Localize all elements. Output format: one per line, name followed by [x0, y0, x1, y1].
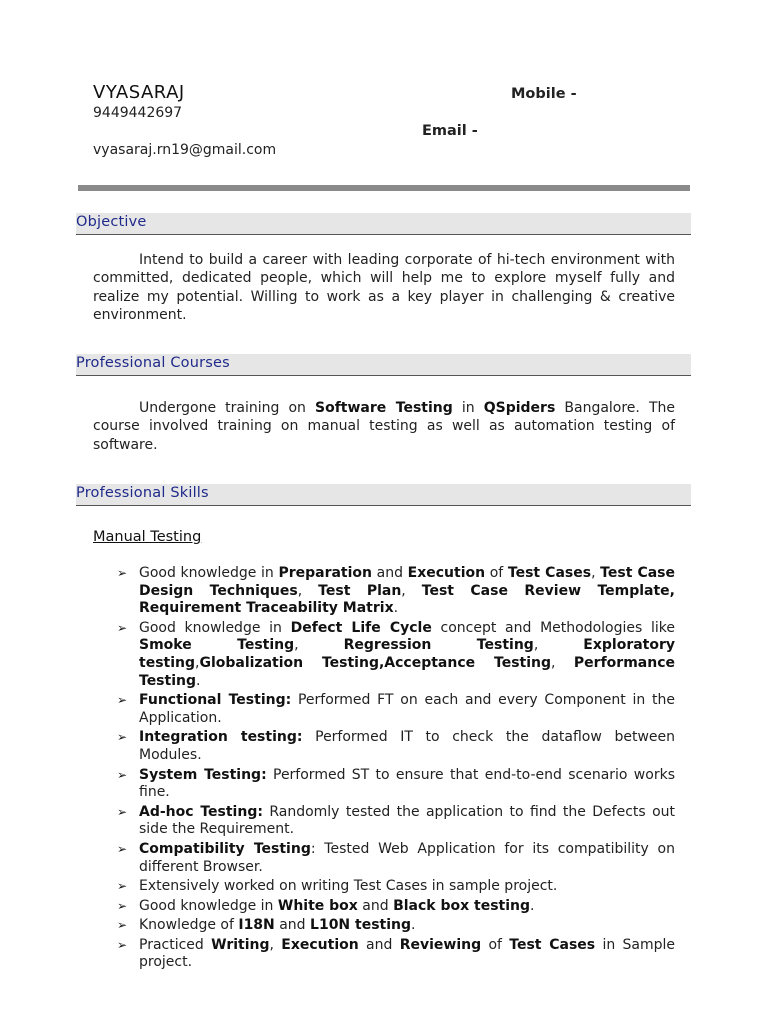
item-text: Knowledge of	[139, 917, 239, 934]
manual-testing-subheading: Manual Testing	[93, 529, 202, 545]
objective-heading	[76, 213, 691, 235]
list-item	[117, 937, 675, 972]
arrow-bullet-icon: ➢	[117, 841, 128, 856]
item-text: .	[196, 672, 201, 689]
item-text: ,	[401, 582, 422, 599]
courses-text	[93, 399, 675, 454]
list-item	[117, 878, 675, 896]
courses-text-1: Undergone training on	[139, 400, 316, 416]
item-bold: L10N testing	[310, 917, 412, 934]
courses-text-3: Bangalore. The course involved training on manual testing as well as automation testing of software.	[93, 400, 675, 453]
item-bold: Test Cases	[509, 936, 596, 953]
item-text: ,	[533, 637, 584, 654]
item-text: of	[485, 565, 508, 581]
item-bold: Test Case Review Template, Requirement Traceability Matrix	[139, 582, 675, 617]
item-text: in Sample project.	[139, 936, 676, 971]
item-bold: Globalization Testing,Acceptance Testing	[199, 654, 552, 671]
item-text: ,	[591, 565, 601, 581]
objective-title: Objective	[76, 214, 147, 230]
list-item	[117, 767, 675, 802]
item-text: and	[274, 917, 311, 934]
candidate-name: VYASARAJ	[93, 82, 185, 103]
item-bold: Preparation	[278, 565, 373, 581]
arrow-bullet-icon: ➢	[117, 620, 128, 635]
item-bold: Smoke Testing	[139, 637, 295, 654]
item-text: Practiced	[139, 936, 212, 953]
list-item	[117, 620, 675, 690]
item-text: ,	[551, 654, 574, 671]
arrow-bullet-icon: ➢	[117, 804, 128, 819]
item-text: Performed ST to ensure that end-to-end scenario works fine.	[139, 766, 675, 801]
item-text: Good knowledge in	[139, 565, 279, 581]
arrow-bullet-icon: ➢	[117, 937, 128, 952]
item-bold: Performance Testing	[139, 654, 675, 689]
item-bold: Compatibility Testing	[139, 840, 311, 857]
list-item	[117, 804, 675, 839]
item-bold: Test Cases	[507, 565, 592, 581]
item-text: Good knowledge in	[139, 619, 291, 636]
email-label: Email -	[422, 123, 478, 139]
item-text: ,	[297, 582, 319, 599]
item-text: .	[411, 917, 416, 934]
objective-body: Intend to build a career with leading corporate of hi-tech environment with committed, dedicated people, which will help me to explore myself fully and realize my potential. Willing to work as a key player in challenging & creative environment.	[93, 252, 675, 323]
item-bold: Functional Testing:	[139, 692, 292, 709]
item-bold: White box	[277, 897, 358, 914]
list-item	[117, 729, 675, 764]
item-bold: Regression Testing	[343, 637, 534, 654]
phone-number: 9449442697	[93, 105, 183, 121]
courses-bold-qspiders: QSpiders	[483, 400, 556, 416]
courses-heading	[76, 354, 691, 376]
item-bold: Black box testing	[393, 897, 531, 914]
arrow-bullet-icon: ➢	[117, 693, 128, 708]
item-bold: Writing	[211, 936, 270, 953]
mobile-label: Mobile -	[511, 86, 577, 102]
skills-title: Professional Skills	[76, 485, 209, 501]
item-bold: System Testing:	[139, 766, 267, 783]
item-bold: Exploratory testing	[139, 637, 676, 671]
item-bold: Integration testing:	[139, 729, 303, 746]
item-text: : Tested Web Application for its compatibility on different Browser.	[139, 840, 675, 875]
item-text: ,	[269, 936, 282, 953]
list-item	[117, 917, 675, 935]
item-text: and	[372, 565, 408, 581]
item-text: ,	[294, 637, 344, 654]
arrow-bullet-icon: ➢	[117, 918, 128, 933]
arrow-bullet-icon: ➢	[117, 730, 128, 745]
item-bold: Execution	[407, 565, 486, 581]
list-item	[117, 692, 675, 727]
item-text: Performed IT to check the dataflow between Modules.	[139, 729, 675, 763]
item-text: concept and Methodologies like	[431, 619, 675, 636]
skills-list	[117, 565, 675, 974]
courses-bold-software-testing: Software Testing	[315, 400, 453, 416]
item-text: Randomly tested the application to find the Defects out side the Requirement.	[139, 803, 675, 838]
skills-heading	[76, 484, 691, 506]
objective-text	[93, 251, 675, 324]
item-text: Extensively worked on writing Test Cases in sample project.	[139, 878, 558, 895]
courses-text-2: in	[452, 400, 484, 416]
arrow-bullet-icon: ➢	[117, 566, 128, 580]
arrow-bullet-icon: ➢	[117, 767, 128, 782]
arrow-bullet-icon: ➢	[117, 898, 128, 913]
list-item	[117, 898, 675, 916]
item-bold: Defect Life Cycle	[290, 619, 432, 636]
item-text: Performed FT on each and every Component in the Application.	[139, 692, 675, 726]
item-bold: Reviewing	[399, 936, 482, 953]
item-bold: Test Plan	[318, 582, 402, 599]
item-bold: Execution	[281, 936, 359, 953]
item-bold: Test Case Design Techniques	[139, 565, 676, 599]
courses-title: Professional Courses	[76, 355, 230, 371]
item-text: .	[530, 897, 535, 914]
item-text: of	[481, 936, 510, 953]
item-bold: Ad-hoc Testing:	[139, 803, 263, 820]
item-text: Good knowledge in	[139, 897, 278, 914]
arrow-bullet-icon: ➢	[117, 879, 128, 894]
item-text: and	[358, 936, 400, 953]
item-text: .	[393, 600, 399, 617]
list-item	[117, 565, 675, 618]
email-address: vyasaraj.rn19@gmail.com	[93, 142, 277, 158]
header-divider	[78, 185, 690, 191]
item-text: ,	[195, 654, 200, 671]
item-text: and	[357, 897, 394, 914]
item-bold: I18N	[238, 917, 275, 934]
list-item	[117, 841, 675, 876]
